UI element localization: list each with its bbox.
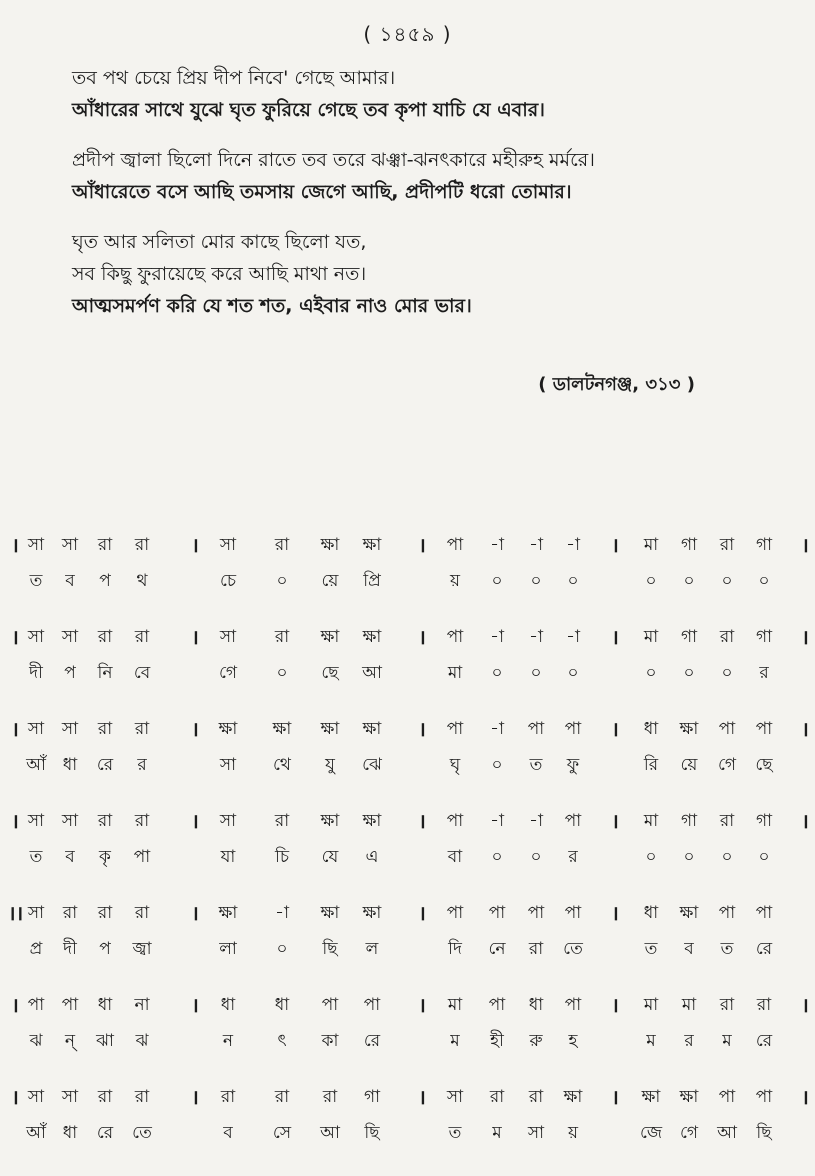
swara-note: ক্ষা — [320, 535, 340, 555]
lyric-syllable: রে — [96, 1123, 114, 1143]
lyric-syllable: ন — [222, 1031, 234, 1051]
lyric-syllable: প্র — [29, 939, 43, 959]
poem-line: তব পথ চেয়ে প্রিয় দীপ নিবে' গেছে আমার। — [72, 67, 396, 89]
lyric-syllable: ঝে — [362, 755, 382, 775]
bar-line: । — [191, 809, 199, 833]
lyric-syllable: ০ — [758, 571, 770, 591]
swara-note: সা — [27, 719, 45, 739]
swara-note: রা — [274, 1087, 290, 1107]
lyric-syllable: গে — [218, 663, 238, 683]
swara-note: সা — [27, 1087, 45, 1107]
swara-note: ধা — [274, 995, 290, 1015]
lyric-syllable: আ — [717, 1123, 737, 1143]
swara-note: রা — [134, 535, 150, 555]
lyric-syllable: ০ — [491, 663, 503, 683]
lyric-syllable: ছি — [756, 1123, 772, 1143]
swara-note: -া — [490, 627, 504, 647]
lyric-syllable: আঁ — [26, 755, 46, 775]
swara-note: ক্ষা — [218, 903, 238, 923]
swara-note: ক্ষা — [641, 1087, 661, 1107]
lyric-syllable: জে — [639, 1123, 663, 1143]
swara-note: ক্ষা — [362, 903, 382, 923]
lyric-syllable: দী — [29, 663, 43, 683]
bar-line: । — [11, 809, 19, 833]
bar-line: । — [801, 625, 809, 649]
swara-note: রা — [97, 1087, 113, 1107]
swara-note: রা — [97, 719, 113, 739]
lyric-syllable: য় — [567, 1123, 578, 1143]
notation-block — [0, 893, 815, 985]
swara-note: পা — [61, 995, 79, 1015]
bar-line: । — [611, 625, 619, 649]
lyric-syllable: ০ — [567, 571, 579, 591]
swara-note: -া — [490, 535, 504, 555]
bar-line: । — [801, 809, 809, 833]
lyric-syllable: ০ — [721, 663, 733, 683]
swara-note: ক্ষা — [320, 811, 340, 831]
swara-note: রা — [274, 811, 290, 831]
swara-note: সা — [27, 535, 45, 555]
swara-note: ধা — [220, 995, 236, 1015]
poem-line: আঁধারের সাথে যুঝে ঘৃত ফুরিয়ে গেছে তব কৃপা যাচি যে এবার। — [72, 99, 545, 121]
swara-note: সা — [219, 535, 237, 555]
lyric-syllable: ০ — [276, 663, 288, 683]
lyric-syllable: ম — [646, 1031, 656, 1051]
swara-note: পা — [564, 903, 582, 923]
bar-line: । — [191, 533, 199, 557]
swara-note: ধা — [643, 719, 659, 739]
lyric-row — [0, 749, 815, 781]
lyric-syllable: ঘৃ — [449, 755, 461, 775]
lyric-syllable: এ — [365, 847, 379, 867]
lyric-syllable: ০ — [491, 571, 503, 591]
notation-block — [0, 525, 815, 617]
stanza-2 — [72, 144, 772, 208]
swara-note: গা — [680, 811, 698, 831]
bar-line: । — [418, 993, 426, 1017]
notation-block — [0, 709, 815, 801]
lyric-syllable: ০ — [530, 663, 542, 683]
bar-line: । — [418, 901, 426, 925]
lyric-syllable: র — [568, 847, 578, 867]
bar-line: । — [611, 1085, 619, 1109]
swara-note: ক্ষা — [362, 719, 382, 739]
lyric-syllable: ত — [720, 939, 734, 959]
lyric-syllable: য় — [449, 571, 460, 591]
swara-note: রা — [220, 1087, 236, 1107]
swara-note: ধা — [97, 995, 113, 1015]
lyric-syllable: প্রি — [363, 571, 381, 591]
swara-note: ক্ষা — [679, 903, 699, 923]
lyric-syllable: মা — [447, 663, 463, 683]
swara-note: -া — [566, 627, 580, 647]
lyric-syllable: যু — [325, 755, 335, 775]
bar-line: । — [801, 1085, 809, 1109]
lyric-syllable: ব — [65, 847, 75, 867]
swara-note: পা — [718, 903, 736, 923]
bar-line: । — [801, 717, 809, 741]
lyric-syllable: ম — [722, 1031, 732, 1051]
lyric-syllable: রে — [363, 1031, 381, 1051]
swara-note: পা — [564, 995, 582, 1015]
swara-note: সা — [27, 903, 45, 923]
swara-note: সা — [27, 811, 45, 831]
swara-note: সা — [446, 1087, 464, 1107]
lyric-syllable: ত — [448, 1123, 462, 1143]
swara-note: সা — [61, 811, 79, 831]
lyric-row — [0, 933, 815, 965]
bar-line: । — [611, 993, 619, 1017]
poem-line: সব কিছু ফুরায়েছে করে আছি মাথা নত। — [72, 263, 367, 285]
lyric-syllable: নে — [488, 939, 506, 959]
swara-note: -া — [490, 719, 504, 739]
bar-line: ।। — [8, 901, 24, 925]
lyric-syllable: সে — [272, 1123, 292, 1143]
lyric-syllable: লা — [219, 939, 237, 959]
lyric-syllable: ছে — [321, 663, 339, 683]
lyric-row — [0, 1117, 815, 1149]
lyric-syllable: কা — [321, 1031, 339, 1051]
swara-note: পা — [446, 627, 464, 647]
lyric-syllable: ০ — [683, 571, 695, 591]
swara-note: রা — [134, 627, 150, 647]
bar-line: । — [191, 717, 199, 741]
swara-note: পা — [564, 811, 582, 831]
lyric-syllable: ০ — [491, 847, 503, 867]
bar-line: । — [611, 717, 619, 741]
bar-line: । — [418, 717, 426, 741]
bar-line: । — [418, 1085, 426, 1109]
swara-note: রা — [719, 995, 735, 1015]
swara-note: ক্ষা — [362, 535, 382, 555]
lyric-syllable: সা — [219, 755, 237, 775]
swara-note: -া — [566, 535, 580, 555]
lyric-syllable: ০ — [276, 939, 288, 959]
swara-note: মা — [643, 627, 659, 647]
swara-row — [0, 989, 815, 1021]
notation-block — [0, 985, 815, 1077]
lyric-syllable: কৃ — [99, 847, 111, 867]
lyric-syllable: ০ — [645, 571, 657, 591]
swara-note: রা — [719, 811, 735, 831]
swara-note: পা — [564, 719, 582, 739]
swara-note: পা — [718, 1087, 736, 1107]
lyric-syllable: রু — [529, 1031, 543, 1051]
swara-note: পা — [755, 1087, 773, 1107]
lyric-syllable: ধা — [62, 755, 78, 775]
lyric-syllable: ম — [450, 1031, 460, 1051]
swara-note: পা — [27, 995, 45, 1015]
lyric-syllable: আ — [362, 663, 382, 683]
swara-note: রা — [97, 903, 113, 923]
bar-line: । — [191, 901, 199, 925]
swara-note: ক্ষা — [362, 627, 382, 647]
swara-note: রা — [756, 995, 772, 1015]
swara-note: পা — [527, 903, 545, 923]
bar-line: । — [801, 533, 809, 557]
bar-line: । — [11, 993, 19, 1017]
swara-note: ক্ষা — [320, 719, 340, 739]
swara-note: না — [134, 995, 150, 1015]
swara-note: ক্ষা — [679, 719, 699, 739]
swara-note: গা — [680, 535, 698, 555]
lyric-syllable: ০ — [683, 847, 695, 867]
swara-note: রা — [134, 719, 150, 739]
bar-line: । — [11, 717, 19, 741]
swara-note: পা — [363, 995, 381, 1015]
swara-note: পা — [755, 719, 773, 739]
lyric-syllable: তে — [132, 1123, 152, 1143]
lyric-syllable: দী — [63, 939, 77, 959]
lyric-syllable: ০ — [683, 663, 695, 683]
bar-line: । — [191, 993, 199, 1017]
lyric-syllable: ০ — [645, 847, 657, 867]
lyric-syllable: ০ — [645, 663, 657, 683]
lyric-syllable: প — [64, 663, 76, 683]
lyric-syllable: ঝ — [135, 1031, 149, 1051]
swara-note: সা — [219, 627, 237, 647]
lyric-syllable: গে — [717, 755, 737, 775]
notation-table — [0, 525, 815, 1169]
swara-note: রা — [719, 627, 735, 647]
lyric-syllable: ০ — [721, 847, 733, 867]
swara-note: পা — [446, 903, 464, 923]
stanza-1 — [72, 62, 772, 126]
swara-row — [0, 529, 815, 561]
swara-note: গা — [755, 627, 773, 647]
swara-note: পা — [321, 995, 339, 1015]
swara-note: -া — [490, 811, 504, 831]
lyric-syllable: রে — [755, 1031, 773, 1051]
lyric-syllable: ব — [223, 1123, 233, 1143]
lyric-syllable: ০ — [276, 571, 288, 591]
swara-note: মা — [643, 535, 659, 555]
swara-row — [0, 713, 815, 745]
lyric-syllable: নি — [97, 663, 113, 683]
lyric-syllable: রা — [528, 939, 544, 959]
swara-note: -া — [529, 535, 543, 555]
lyric-syllable: থে — [273, 755, 291, 775]
swara-note: পা — [446, 811, 464, 831]
lyric-syllable: ঝা — [96, 1031, 114, 1051]
lyric-syllable: জ্বা — [132, 939, 152, 959]
bar-line: । — [611, 809, 619, 833]
lyric-syllable: ত — [29, 571, 43, 591]
swara-note: পা — [446, 719, 464, 739]
lyric-syllable: ০ — [530, 847, 542, 867]
bar-line: । — [11, 1085, 19, 1109]
swara-note: ক্ষা — [218, 719, 238, 739]
lyric-syllable: ০ — [721, 571, 733, 591]
lyric-syllable: ছি — [322, 939, 338, 959]
swara-note: পা — [755, 903, 773, 923]
lyric-syllable: রে — [96, 755, 114, 775]
lyric-syllable: আঁ — [26, 1123, 46, 1143]
swara-note: ক্ষা — [563, 1087, 583, 1107]
lyric-syllable: হ — [568, 1031, 578, 1051]
swara-note: গা — [755, 811, 773, 831]
signature: ( ডালটনগঞ্জ, ৩১৩ ) — [538, 374, 695, 395]
swara-note: পা — [488, 903, 506, 923]
lyric-row — [0, 1025, 815, 1057]
swara-note: রা — [528, 1087, 544, 1107]
swara-note: গা — [363, 1087, 381, 1107]
lyric-syllable: য়ে — [321, 571, 339, 591]
lyric-syllable: ফু — [566, 755, 580, 775]
lyric-syllable: আ — [320, 1123, 340, 1143]
swara-note: রা — [97, 627, 113, 647]
swara-note: ক্ষা — [320, 903, 340, 923]
swara-note: গা — [755, 535, 773, 555]
swara-note: মা — [447, 995, 463, 1015]
swara-note: ক্ষা — [272, 719, 292, 739]
lyric-syllable: দি — [448, 939, 462, 959]
swara-note: সা — [61, 627, 79, 647]
lyric-syllable: ম — [492, 1123, 502, 1143]
swara-note: ধা — [643, 903, 659, 923]
notation-block — [0, 1077, 815, 1169]
lyric-syllable: প — [99, 939, 111, 959]
swara-note: -া — [529, 627, 543, 647]
lyric-row — [0, 841, 815, 873]
swara-note: রা — [97, 535, 113, 555]
swara-note: রা — [274, 535, 290, 555]
swara-note: রা — [62, 903, 78, 923]
lyric-syllable: র — [684, 1031, 694, 1051]
lyric-syllable: যে — [321, 847, 339, 867]
lyric-syllable: ন্ — [64, 1031, 76, 1051]
swara-note: রা — [489, 1087, 505, 1107]
bar-line: । — [418, 625, 426, 649]
poem-line: আঁধারেতে বসে আছি তমসায় জেগে আছি, প্রদীপটি ধরো তোমার। — [72, 181, 572, 203]
lyric-syllable: হী — [490, 1031, 504, 1051]
lyric-syllable: র — [137, 755, 147, 775]
lyric-syllable: গে — [679, 1123, 699, 1143]
lyric-syllable: বে — [133, 663, 151, 683]
lyric-syllable: বা — [447, 847, 463, 867]
swara-note: ক্ষা — [320, 627, 340, 647]
lyric-syllable: ধা — [62, 1123, 78, 1143]
bar-line: । — [11, 533, 19, 557]
notation-block — [0, 801, 815, 893]
lyric-row — [0, 657, 815, 689]
bar-line: । — [611, 901, 619, 925]
lyric-syllable: চি — [274, 847, 290, 867]
swara-note: ক্ষা — [362, 811, 382, 831]
lyric-syllable: য়ে — [680, 755, 698, 775]
poem-line: প্রদীপ জ্বালা ছিলো দিনে রাতে তব তরে ঝঞ্ঝা-ঝনৎকারে মহীরুহ মর্মরে। — [72, 149, 595, 171]
swara-note: রা — [274, 627, 290, 647]
swara-note: -া — [275, 903, 289, 923]
lyric-syllable: থ — [136, 571, 148, 591]
lyric-syllable: ব — [65, 571, 75, 591]
lyric-syllable: ল — [365, 939, 379, 959]
lyric-syllable: ০ — [567, 663, 579, 683]
swara-note: মা — [643, 995, 659, 1015]
swara-row — [0, 1081, 815, 1113]
swara-note: ধা — [528, 995, 544, 1015]
lyric-syllable: প — [99, 571, 111, 591]
lyric-syllable: রে — [755, 939, 773, 959]
swara-note: সা — [61, 719, 79, 739]
swara-row — [0, 805, 815, 837]
lyric-syllable: ঝ — [29, 1031, 43, 1051]
bar-line: । — [611, 533, 619, 557]
swara-note: পা — [446, 535, 464, 555]
swara-note: সা — [219, 811, 237, 831]
bar-line: । — [191, 625, 199, 649]
lyric-syllable: ত — [29, 847, 43, 867]
swara-note: রা — [719, 535, 735, 555]
swara-note: গা — [680, 627, 698, 647]
bar-line: । — [418, 533, 426, 557]
swara-note: -া — [529, 811, 543, 831]
swara-note: পা — [527, 719, 545, 739]
swara-row — [0, 621, 815, 653]
lyric-syllable: ছি — [364, 1123, 380, 1143]
bar-line: । — [11, 625, 19, 649]
lyric-syllable: পা — [133, 847, 151, 867]
poem-line: আত্মসমর্পণ করি যে শত শত, এইবার নাও মোর ভার। — [72, 295, 472, 317]
bar-line: । — [801, 993, 809, 1017]
swara-note: মা — [681, 995, 697, 1015]
notation-block — [0, 617, 815, 709]
swara-note: রা — [134, 1087, 150, 1107]
swara-note: রা — [322, 1087, 338, 1107]
swara-note: সা — [61, 535, 79, 555]
poem-line: ঘৃত আর সলিতা মোর কাছে ছিলো যত, — [72, 231, 367, 253]
lyric-syllable: ৎ — [277, 1031, 287, 1051]
bar-line: । — [418, 809, 426, 833]
lyric-syllable: ০ — [491, 755, 503, 775]
swara-note: সা — [61, 1087, 79, 1107]
lyric-syllable: রি — [643, 755, 659, 775]
page-number: ( ১৪৫৯ ) — [363, 22, 452, 46]
swara-note: পা — [718, 719, 736, 739]
stanza-3 — [72, 226, 772, 322]
lyric-syllable: র — [759, 663, 769, 683]
lyric-syllable: ছে — [755, 755, 773, 775]
swara-note: ক্ষা — [679, 1087, 699, 1107]
lyric-row — [0, 565, 815, 597]
lyric-syllable: ০ — [758, 847, 770, 867]
swara-note: রা — [97, 811, 113, 831]
lyric-syllable: চে — [219, 571, 237, 591]
swara-note: রা — [134, 903, 150, 923]
lyric-syllable: যা — [220, 847, 236, 867]
lyric-syllable: ০ — [530, 571, 542, 591]
bar-line: । — [191, 1085, 199, 1109]
lyric-syllable: সা — [527, 1123, 545, 1143]
swara-note: সা — [27, 627, 45, 647]
lyric-syllable: ত — [644, 939, 658, 959]
lyric-syllable: ব — [684, 939, 694, 959]
swara-note: মা — [643, 811, 659, 831]
swara-row — [0, 897, 815, 929]
swara-note: পা — [488, 995, 506, 1015]
poem — [72, 62, 772, 340]
swara-note: রা — [134, 811, 150, 831]
lyric-syllable: তে — [563, 939, 583, 959]
lyric-syllable: ত — [529, 755, 543, 775]
